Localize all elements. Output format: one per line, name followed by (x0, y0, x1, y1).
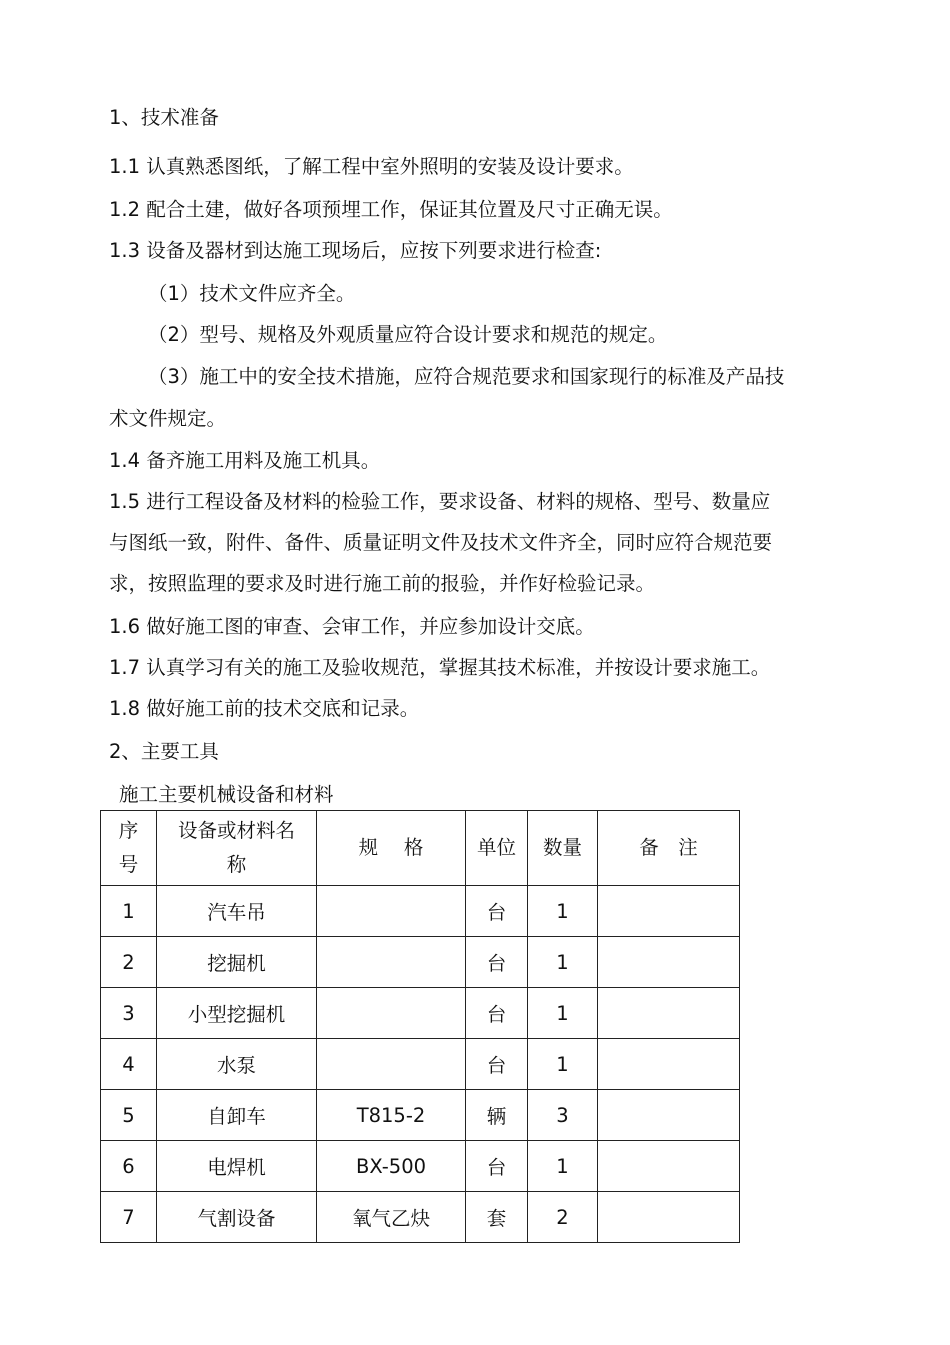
paragraph-1-6: 1.6 做好施工图的审查、会审工作，并应参加设计交底。 (109, 615, 595, 638)
cell-note (598, 1090, 740, 1141)
cell-note (598, 1192, 740, 1243)
cell-seq: 1 (101, 886, 157, 937)
cell-qty: 2 (528, 1192, 598, 1243)
header-name-line1: 设备或材料名 (177, 819, 295, 842)
cell-name: 汽车吊 (157, 886, 317, 937)
cell-name: 电焊机 (157, 1141, 317, 1192)
header-seq-line1: 序 (118, 819, 139, 842)
cell-seq: 2 (101, 937, 157, 988)
cell-qty: 1 (528, 1039, 598, 1090)
cell-spec: 氧气乙炔 (317, 1192, 466, 1243)
table-title: 施工主要机械设备和材料 (119, 783, 334, 806)
table-row (101, 988, 740, 1039)
table-row (101, 886, 740, 937)
cell-spec (317, 1039, 466, 1090)
list-item-3-continued: 术文件规定。 (109, 407, 227, 430)
cell-name: 挖掘机 (157, 937, 317, 988)
paragraph-1-5-line-3: 求，按照监理的要求及时进行施工前的报验，并作好检验记录。 (109, 572, 656, 595)
table-row (101, 937, 740, 988)
paragraph-1-2: 1.2 配合土建，做好各项预埋工作，保证其位置及尺寸正确无误。 (109, 198, 673, 221)
paragraph-1-1: 1.1 认真熟悉图纸，了解工程中室外照明的安装及设计要求。 (109, 155, 634, 178)
header-name (157, 811, 317, 886)
cell-note (598, 988, 740, 1039)
cell-seq: 5 (101, 1090, 157, 1141)
cell-qty: 1 (528, 937, 598, 988)
paragraph-1-5-line-2: 与图纸一致，附件、备件、质量证明文件及技术文件齐全，同时应符合规范要 (109, 531, 773, 554)
cell-seq: 6 (101, 1141, 157, 1192)
table-row (101, 1141, 740, 1192)
table-header-row (101, 811, 740, 886)
equipment-table (100, 810, 740, 1243)
cell-unit: 台 (466, 937, 528, 988)
header-note: 备 注 (598, 811, 740, 886)
paragraph-1-8: 1.8 做好施工前的技术交底和记录。 (109, 697, 420, 720)
cell-spec (317, 886, 466, 937)
list-item-3: （3）施工中的安全技术措施，应符合规范要求和国家现行的标准及产品技 (148, 365, 785, 388)
cell-name: 气割设备 (157, 1192, 317, 1243)
paragraph-1-5: 1.5 进行工程设备及材料的检验工作，要求设备、材料的规格、型号、数量应 (109, 490, 771, 513)
cell-note (598, 1039, 740, 1090)
table-row (101, 1192, 740, 1243)
header-qty: 数量 (528, 811, 598, 886)
header-seq (101, 811, 157, 886)
cell-name: 小型挖掘机 (157, 988, 317, 1039)
table-row (101, 1039, 740, 1090)
cell-seq: 4 (101, 1039, 157, 1090)
cell-spec: BX-500 (317, 1141, 466, 1192)
cell-qty: 1 (528, 1141, 598, 1192)
section-heading-main-tools: 2、主要工具 (109, 740, 219, 763)
cell-spec (317, 937, 466, 988)
cell-note (598, 937, 740, 988)
cell-seq: 3 (101, 988, 157, 1039)
header-unit: 单位 (466, 811, 528, 886)
cell-unit: 辆 (466, 1090, 528, 1141)
list-item-1: （1）技术文件应齐全。 (148, 282, 356, 305)
paragraph-1-4: 1.4 备齐施工用料及施工机具。 (109, 449, 381, 472)
cell-unit: 台 (466, 988, 528, 1039)
cell-qty: 3 (528, 1090, 598, 1141)
cell-unit: 套 (466, 1192, 528, 1243)
cell-seq: 7 (101, 1192, 157, 1243)
table-row (101, 1090, 740, 1141)
cell-name: 自卸车 (157, 1090, 317, 1141)
cell-unit: 台 (466, 1141, 528, 1192)
cell-note (598, 1141, 740, 1192)
paragraph-1-3: 1.3 设备及器材到达施工现场后，应按下列要求进行检查: (109, 239, 602, 262)
list-item-2: （2）型号、规格及外观质量应符合设计要求和规范的规定。 (148, 323, 668, 346)
header-name-line2: 称 (226, 853, 247, 876)
cell-spec (317, 988, 466, 1039)
cell-qty: 1 (528, 886, 598, 937)
cell-note (598, 886, 740, 937)
header-spec: 规 格 (317, 811, 466, 886)
cell-name: 水泵 (157, 1039, 317, 1090)
header-seq-line2: 号 (118, 853, 139, 876)
cell-qty: 1 (528, 988, 598, 1039)
paragraph-1-7: 1.7 认真学习有关的施工及验收规范，掌握其技术标准，并按设计要求施工。 (109, 656, 771, 679)
section-heading-technical-prep: 1、技术准备 (109, 106, 219, 129)
cell-unit: 台 (466, 1039, 528, 1090)
cell-spec: T815-2 (317, 1090, 466, 1141)
cell-unit: 台 (466, 886, 528, 937)
